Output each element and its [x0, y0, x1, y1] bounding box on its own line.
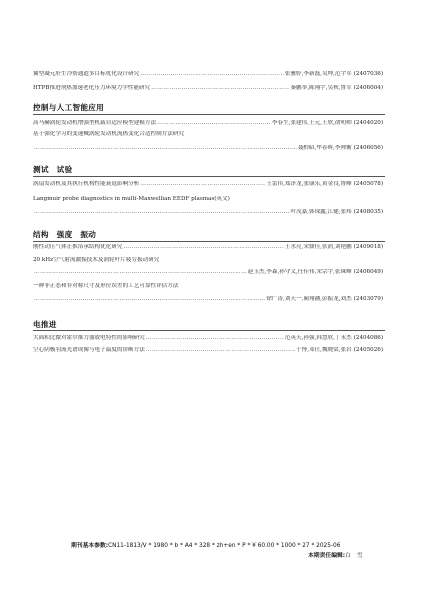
journal-parameters-label: 期刊基本参数: — [71, 543, 109, 549]
responsible-editor — [308, 550, 363, 559]
toc-entry[interactable] — [33, 335, 383, 342]
entry-title: 涡扇发动机及其执行机构性能衰退影响分析 — [33, 181, 140, 187]
toc-entry[interactable] — [33, 283, 383, 290]
entry-title: 大面积比微对霍尔推力器放电特性的影响研究 — [33, 335, 145, 341]
section-heading: 电推进 — [33, 320, 57, 329]
entry-authors: 赵玉杰,李森,孙守义,任佳伟,宋宗宇,张珠峰 — [247, 269, 352, 275]
toc-entry-continued[interactable] — [33, 296, 383, 303]
leader-dots — [157, 120, 271, 127]
entry-page: (2404020) — [353, 120, 383, 126]
entry-authors: 王雷伟,郑泽龙,张康乐,黄金良,鲁峰 — [266, 181, 352, 187]
entry-authors: 范英天,孙强,韩慧欣,丁永杰 — [284, 335, 352, 341]
journal-parameters-value: CN11-1813/V * 1980 * b * A4 * 328 * zh+en * P * ¥ 60.00 * 1000 * 27 * 2025-06 — [108, 543, 341, 549]
editor-name: 白 雪 — [345, 553, 363, 559]
leader-dots — [151, 85, 289, 92]
toc-entry-continued[interactable] — [33, 269, 383, 276]
section-rule — [33, 241, 385, 242]
leader-dots — [34, 145, 297, 152]
toc-entry-continued[interactable] — [33, 209, 383, 216]
entry-title: 高马赫涡轮发动机增强型机载自适应模型建模方法 — [33, 120, 157, 126]
entry-title: 翼型凝元肝生冷帮通道多目标优化设计研究 — [33, 71, 140, 77]
entry-title: Langmuir probe diagnostics in multi-Maxwellian EEDF plasmas(英文) — [33, 196, 230, 202]
entry-authors: 王水亮,宋儒佳,张润,刘艳鹏 — [284, 244, 352, 250]
leader-dots — [146, 347, 295, 354]
toc-entry-continued[interactable] — [33, 145, 383, 152]
entry-authors: 张雅婷,李新磊,吴坤,范宇军 — [284, 71, 352, 77]
entry-title: 20 kHz空气射流激振技术及涡轮叶片疲劳振动研究 — [33, 257, 160, 263]
entry-title: 基于强化学习的变速械涡轮发动机流热变化合适控制方法研究 — [33, 131, 185, 137]
entry-authors: 于博,邓仕,魏晓棠,张岩 — [296, 347, 352, 353]
entry-page: (2406004) — [353, 85, 383, 91]
leader-dots — [34, 296, 265, 303]
section-rule — [33, 330, 385, 331]
entry-authors: 聂黔昭,牟春晖,李帅衡 — [297, 145, 352, 151]
entry-page: (2409018) — [353, 244, 383, 250]
toc-entry[interactable] — [33, 181, 383, 188]
leader-dots — [146, 335, 284, 342]
entry-page: (2405078) — [353, 181, 383, 187]
entry-page: (2406056) — [353, 145, 383, 151]
journal-parameters — [71, 540, 340, 549]
leader-dots — [140, 181, 265, 188]
toc-entry[interactable] — [33, 244, 383, 251]
entry-authors: 秦鹏举,陈翔宇,吴秋,鲁军 — [290, 85, 352, 91]
leader-dots — [34, 209, 289, 216]
leader-dots — [124, 244, 284, 251]
section-heading: 控制与人工智能应用 — [33, 103, 105, 112]
toc-entry[interactable] — [33, 71, 383, 78]
toc-entry[interactable] — [33, 347, 383, 354]
entry-page: (2407036) — [353, 71, 383, 77]
section-heading: 结构 强度 振动 — [33, 230, 97, 239]
section-rule — [33, 114, 385, 115]
editor-label: 本期责任编辑: — [308, 553, 346, 559]
leader-dots — [34, 269, 247, 276]
entry-title: 一种非正态和非对称尺寸及形位误差的工艺可靠性评估方法 — [33, 283, 179, 289]
toc-entry[interactable] — [33, 85, 383, 92]
entry-authors: 徐广涛,刘天一,蔺翔涵,彭振龙,刘杰 — [266, 296, 352, 302]
entry-authors: 李春生,张建伟,王元,王欣,俞明帅 — [271, 120, 352, 126]
toc-entry[interactable] — [33, 257, 383, 264]
entry-page: (2405026) — [353, 347, 383, 353]
section-rule — [33, 176, 385, 177]
leader-dots — [140, 71, 284, 78]
entry-page: (2406049) — [353, 269, 383, 275]
entry-page: (2408035) — [353, 209, 383, 215]
toc-entry[interactable] — [33, 196, 383, 203]
toc-entry[interactable] — [33, 131, 383, 138]
entry-title: 刚性动压气体止推箔承结构优化研究 — [33, 244, 123, 250]
entry-authors: 叶茂嘉,韩琛鑫,江健,张炜 — [290, 209, 352, 215]
toc-entry[interactable] — [33, 120, 383, 127]
entry-title: HTPB推进剂热加速老化压力环境力学性能研究 — [33, 85, 151, 91]
entry-title: 空心阴极羽流光谱成像与电子温度的诊断方法 — [33, 347, 145, 353]
entry-page: (2404086) — [353, 335, 383, 341]
section-heading: 测试 试验 — [33, 165, 73, 174]
entry-page: (2403079) — [353, 296, 383, 302]
